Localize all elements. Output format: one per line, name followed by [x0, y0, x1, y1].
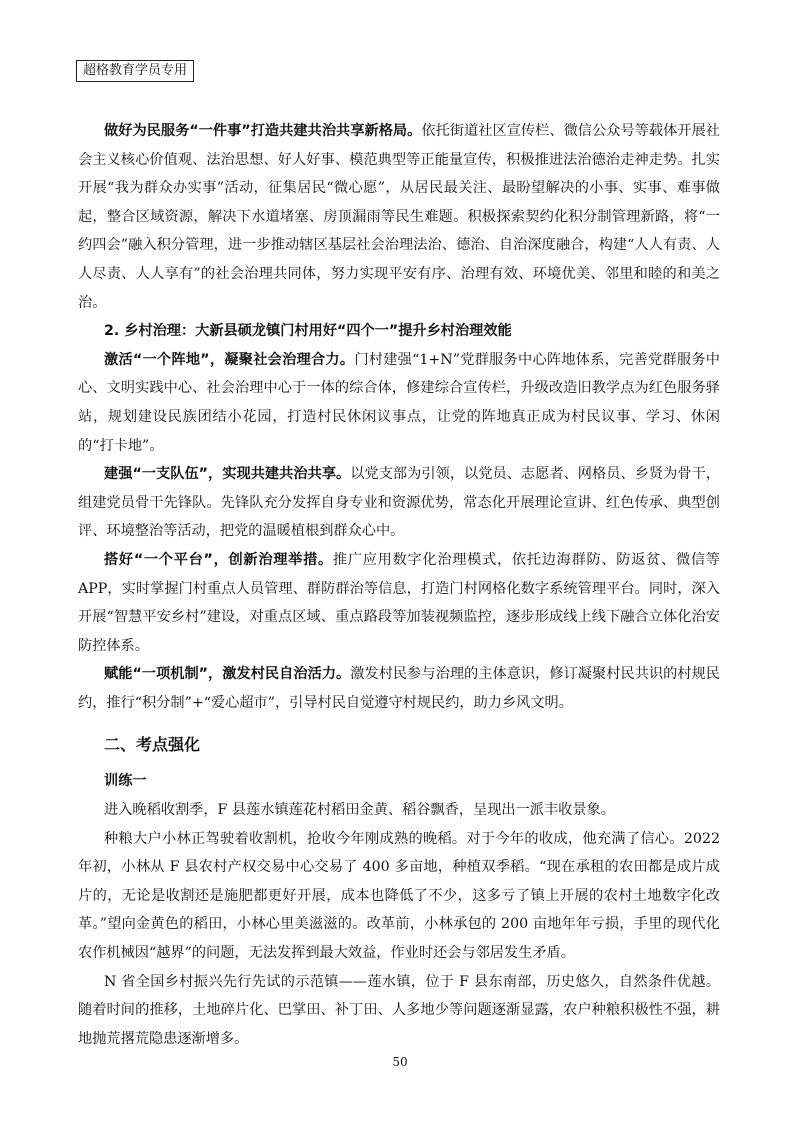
paragraph-1 — [78, 117, 720, 317]
paragraph-2-lead: 激活“一个阵地”，凝聚社会治理合力。 — [104, 351, 355, 368]
paragraph-1-text: 依托街道社区宣传栏、微信公众号等载体开展社会主义核心价值观、法治思想、好人好事、模范典型等正能量宣传，积极推进法治德治走神走势。扎实开展“我为群众办实事”活动，征集居民“微心愿”，从居民最关注、最盼望解决的小事、实事、难事做起，整合区域资源，解决下水道堵塞、房顶漏雨等民生难题。积极探索契约化积分制管理新路，将“一约四会”融入积分管理，进一步推动辖区基层社会治理法治、德治、自治深度融合，构建“人人有责、人人尽责、人人享有”的社会治理共同体，努力实现平安有序、治理有效、环境优美、邻里和睦的和美之治。 — [78, 123, 720, 311]
paragraph-7: 种粮大户小林正驾驶着收割机，抢收今年刚成熟的晚稻。对于今年的收成，他充满了信心。2022 年初，小林从 F 县农村产权交易中心交易了 400 多亩地，种植双季稻。“现在承租的农田都是成片成片的，无论是收割还是施肥都更好开展，成本也降低了不少，这多亏了镇上开展的农村土地数字化改革。”望向金黄色的稻田，小林心里美滋滋的。改革前，小林承包的 200 亩地年年亏损，手里的现代化农作机械因“越界”的问题，无法发挥到最大效益，作业时还会与邻居发生矛盾。 — [78, 830, 720, 962]
paragraph-1-lead: 做好为民服务“一件事”打造共建共治共享新格局。 — [104, 123, 422, 139]
header-tag: 超格教育学员专用 — [76, 60, 194, 82]
paragraph-4 — [78, 546, 720, 660]
paragraph-4-lead: 搭好“一个平台”，创新治理举措。 — [104, 551, 333, 568]
section-heading: 二、考点强化 — [104, 735, 201, 755]
paragraph-8: N 省全国乡村振兴先行先试的示范镇——莲水镇，位于 F 县东南部，历史悠久，自然条件优越。随着时间的推移，土地碎片化、巴掌田、补丁田、人多地少等问题逐渐显露，农户种粮积极性不强，耕地抛荒撂荒隐患逐渐增多。 — [78, 973, 720, 1047]
document-body — [78, 117, 720, 1053]
page-number: 50 — [392, 1055, 408, 1069]
paragraph-5-lead: 赋能“一项机制”，激发村民自治活力。 — [104, 666, 351, 683]
subsection-heading: 2. 乡村治理：大新县硕龙镇门村用好“四个一”提升乡村治理效能 — [104, 323, 512, 340]
paragraph-3-text: 以党支部为引领，以党员、志愿者、网格员、乡贤为骨干，组建党员骨干先锋队。先锋队充分发挥自身专业和资源优势，常态化开展理论宣讲、红色传承、典型创评、环境整治等活动，把党的温暖植根到群众心中。 — [78, 466, 720, 540]
paragraph-4-text: 推广应用数字化治理模式，依托边海群防、防返贫、微信等 APP，实时掌握门村重点人员管理、群防群治等信息，打造门村网格化数字系统管理平台。同时，深入开展“智慧平安乡村”建设，对重点区域、重点路段等加装视频监控，逐步形成线上线下融合立体化治安防控体系。 — [78, 551, 720, 654]
paragraph-5-text: 激发村民参与治理的主体意识，修订凝聚村民共识的村规民约，推行“积分制”+“爱心超市”，引导村民自觉遵守村规民约，助力乡风文明。 — [78, 666, 720, 711]
paragraph-3 — [78, 460, 720, 546]
paragraph-2-text: 门村建强“1+N”党群服务中心阵地体系，完善党群服务中心、文明实践中心、社会治理中心于一体的综合体，修建综合宣传栏，升级改造旧教学点为红色服务驿站，规划建设民族团结小花园，打造村民休闲议事点，让党的阵地真正成为村民议事、学习、休闲的“打卡地”。 — [78, 351, 720, 454]
paragraph-2 — [78, 346, 720, 460]
training-heading: 训练一 — [104, 773, 147, 790]
paragraph-5 — [78, 660, 720, 717]
paragraph-3-lead: 建强“一支队伍”，实现共建共治共享。 — [104, 466, 351, 483]
paragraph-6: 进入晚稻收割季，F 县莲水镇莲花村稻田金黄、稻谷飘香，呈现出一派丰收景象。 — [104, 802, 615, 819]
